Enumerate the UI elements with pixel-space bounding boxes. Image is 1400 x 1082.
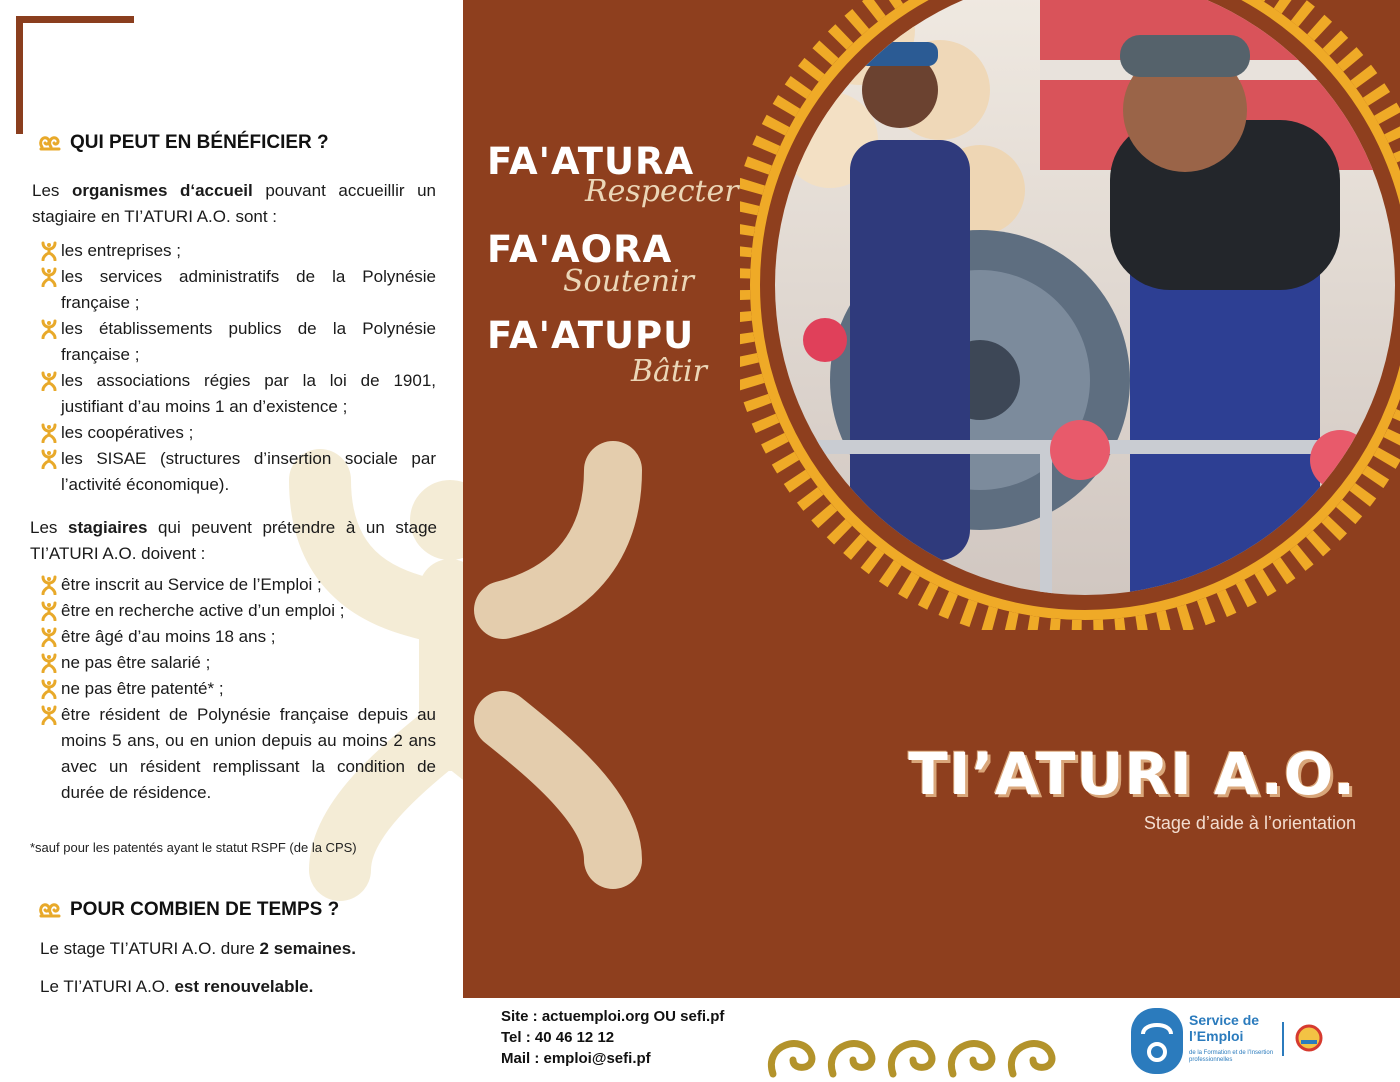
swirl-icon [38,900,62,920]
tiki-bullet-icon [41,679,57,699]
duration-line: Le stage TI’ATURI A.O. dure 2 semaines. [40,939,356,958]
trainee-conditions-list [38,572,436,806]
fishermen-photo [740,0,1400,630]
motto-word: FA'ATURA [487,140,695,183]
list-item: être résident de Polynésie française depuis au moins 5 ans, ou en union depuis au moins 2 ans avec un résident remplissant la condition de durée de résidence. [38,702,436,806]
list-item: les services administratifs de la Polynésie française ; [38,264,436,316]
section-title-beneficiaries [38,132,329,154]
tiki-bullet-icon [41,267,57,287]
list-item: être en recherche active d’un emploi ; [38,598,436,624]
tiki-bullet-icon [41,627,57,647]
wave-ornament [763,1024,1073,1082]
motto-word: FA'ATUPU [487,314,695,357]
cover-panel [463,0,1400,998]
contact-site[interactable]: Site : actuemploi.org OU sefi.pf [501,1008,725,1025]
tiki-bullet-icon [41,371,57,391]
tiki-bullet-icon [41,319,57,339]
motto-word: FA'AORA [487,228,673,271]
host-organisations-intro: Les organismes d‘accueil pouvant accueillir un stagiaire en TI’ATURI A.O. sont : [32,181,436,226]
trainees-intro: Les stagiaires qui peuvent prétendre à un stage TI’ATURI A.O. doivent : [30,518,437,563]
tiki-bullet-icon [41,575,57,595]
tiki-figure-decoration [463,430,673,910]
logo-text: Service de l’Emploi [1189,1012,1260,1044]
list-item: ne pas être salarié ; [38,650,436,676]
swirl-icon [38,133,62,153]
polynesia-emblem-icon [1295,1024,1323,1052]
list-item: les entreprises ; [38,238,436,264]
footnote: *sauf pour les patentés ayant le statut RSPF (de la CPS) [30,840,357,855]
contact-tel[interactable]: Tel : 40 46 12 12 [501,1029,615,1046]
host-organisations-list [38,238,436,498]
logo-tagline: de la Formation et de l’Insertion professionnelles [1189,1050,1274,1063]
section-title-duration [38,899,339,921]
program-title: TI’ATURI A.O. [908,740,1356,808]
renewable-line: Le TI’ATURI A.O. est renouvelable. [40,977,314,996]
list-item: être inscrit au Service de l’Emploi ; [38,572,436,598]
list-item: les établissements publics de la Polynésie française ; [38,316,436,368]
tiki-bullet-icon [41,601,57,621]
program-subtitle: Stage d’aide à l’orientation [1143,813,1356,833]
list-item: ne pas être patenté* ; [38,676,436,702]
tiki-bullet-icon [41,449,57,469]
tiki-bullet-icon [41,423,57,443]
contact-block [501,1006,724,1069]
section-title-text: QUI PEUT EN BÉNÉFICIER ? [70,132,329,153]
motto-subtitle: Respecter [585,174,739,209]
contact-mail[interactable]: Mail : emploi@sefi.pf [501,1050,651,1067]
motto-subtitle: Soutenir [563,264,695,299]
motto-subtitle: Bâtir [631,354,707,389]
tiki-bullet-icon [41,705,57,725]
logo-divider [1282,1022,1284,1056]
left-panel [0,0,463,1082]
corner-bracket-decoration [16,16,134,134]
list-item: être âgé d’au moins 18 ans ; [38,624,436,650]
tiki-bullet-icon [41,241,57,261]
list-item: les coopératives ; [38,420,436,446]
list-item: les SISAE (structures d’insertion sociale par l’activité économique). [38,446,436,498]
list-item: les associations régies par la loi de 1901, justifiant d’au moins 1 an d’existence ; [38,368,436,420]
section-title-text: POUR COMBIEN DE TEMPS ? [70,899,340,920]
tiki-bullet-icon [41,653,57,673]
footer [463,998,1400,1082]
